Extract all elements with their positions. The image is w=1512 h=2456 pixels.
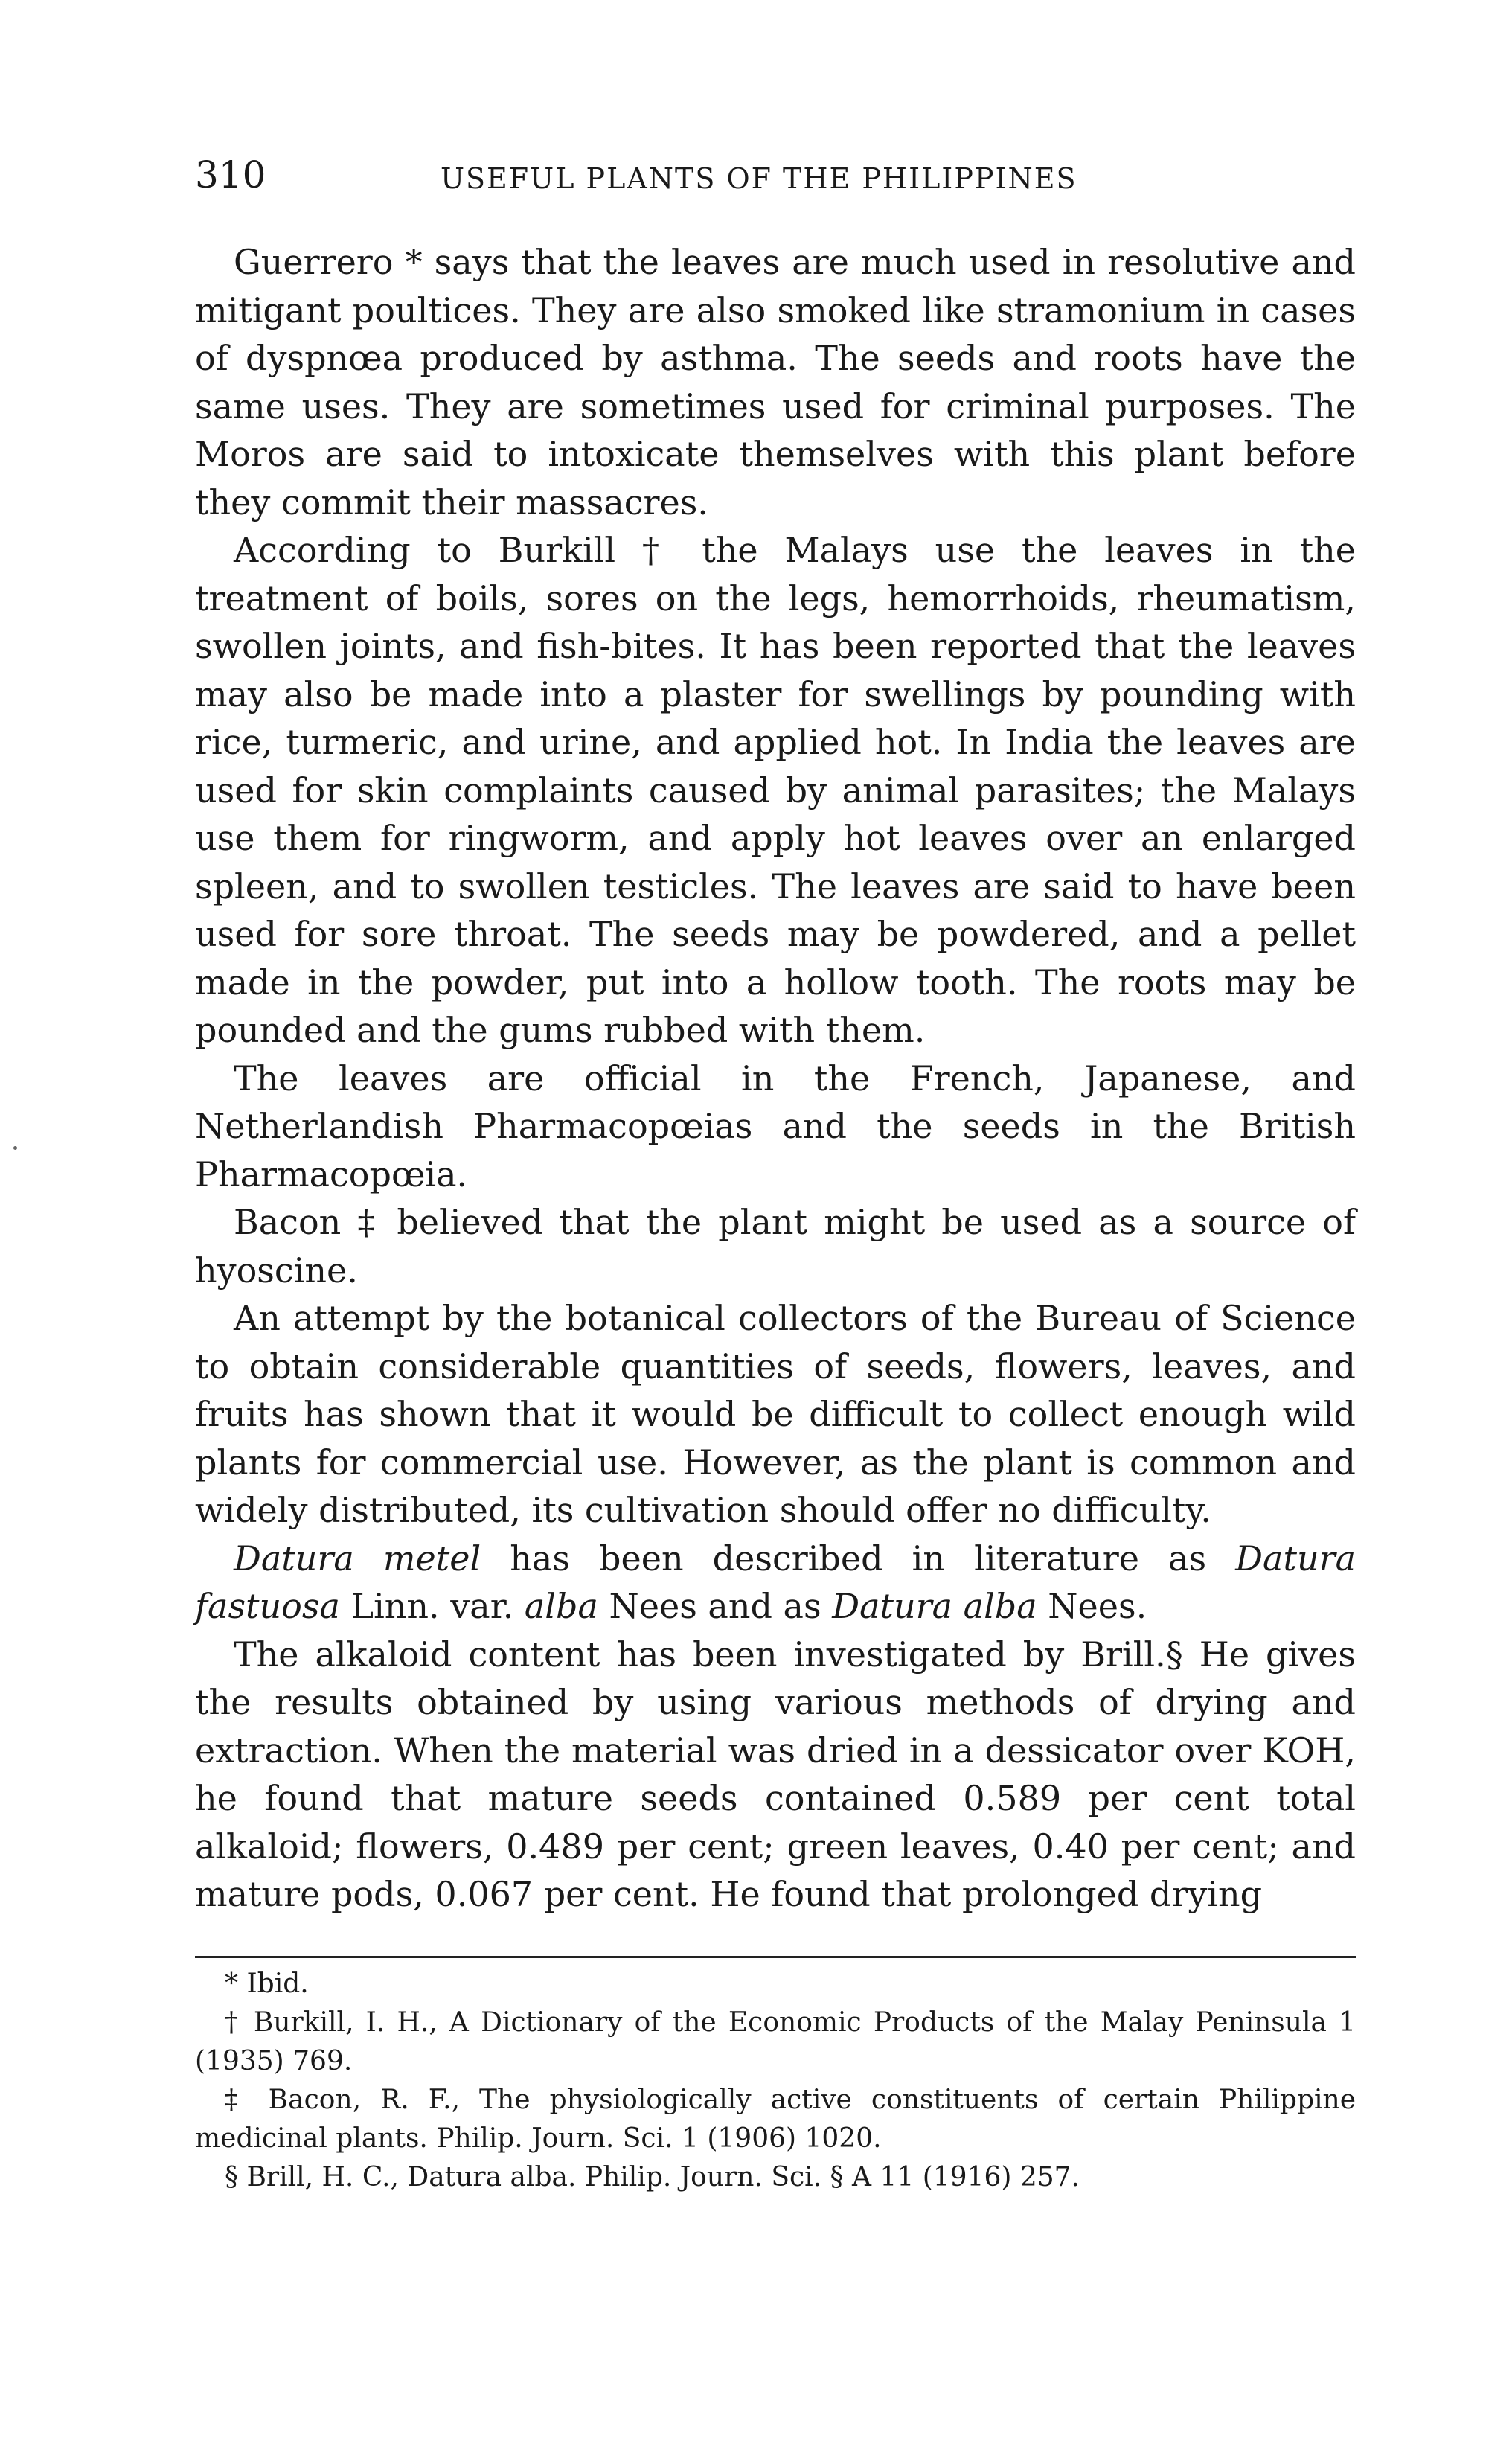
- footnote-bacon: ‡ Bacon, R. F., The physiologically active constituents of certain Philippine medicinal plants. Philip. Journ. Sci. 1 (1906) 1020.: [195, 2085, 1356, 2154]
- footnote-burkill: † Burkill, I. H., A Dictionary of the Economic Products of the Malay Peninsula 1 (1935) 769.: [195, 2007, 1356, 2076]
- italic-datura-metel: Datura metel: [234, 1538, 481, 1579]
- running-title: USEFUL PLANTS OF THE PHILIPPINES: [441, 162, 1077, 195]
- footnote-ibid: * Ibid.: [225, 1969, 309, 1999]
- footnote-brill: § Brill, H. C., Datura alba. Philip. Journ. Sci. § A 11 (1916) 257.: [225, 2162, 1080, 2193]
- paragraph-pharmacopoeias: The leaves are official in the French, Japanese, and Netherlandish Pharmacopœias and the seeds in the British Pharmacopœia.: [195, 1058, 1356, 1195]
- page-number: 310: [195, 153, 266, 196]
- italic-datura-fastuosa: Datura fastuosa: [195, 1538, 1356, 1626]
- paragraph-alkaloid-content: The alkaloid content has been investigated by Brill.§ He gives the results obtained by using various methods of drying and extraction. When the material was dried in a dessicator over KOH, he found that mature seeds contained 0.589 per cent total alkaloid; flowers, 0.489 per cent; green leaves, 0.40 per cent; and mature pods, 0.067 per cent. He found that prolonged drying: [195, 1634, 1356, 1914]
- text-segment: Nees and as: [598, 1586, 833, 1626]
- paragraph-burkill: According to Burkill † the Malays use the leaves in the treatment of boils, sores on the legs, hemorrhoids, rheumatism, swollen joints, and fish-bites. It has been reported that the leaves may also be made into a plaster for swellings by pounding with rice, turmeric, and urine, and applied hot. In India the leaves are used for skin complaints caused by animal parasites; the Malays use them for ringworm, and apply hot leaves over an enlarged spleen, and to swollen testicles. The leaves are said to have been used for sore throat. The seeds may be powdered, and a pellet made in the powder, put into a hollow tooth. The roots may be pounded and the gums rubbed with them.: [195, 530, 1356, 1050]
- text-segment: has been described in literature as: [481, 1538, 1236, 1579]
- footnotes: [195, 1965, 1356, 2197]
- text-segment: Nees.: [1037, 1586, 1147, 1626]
- paragraph-bacon: Bacon ‡ believed that the plant might be used as a source of hyoscine.: [195, 1202, 1356, 1291]
- scan-speck: [13, 1146, 17, 1150]
- italic-datura-alba: Datura alba: [832, 1586, 1037, 1626]
- page-header: [195, 153, 1356, 205]
- body-text: [195, 238, 1356, 1919]
- text-segment: Linn. var.: [339, 1586, 525, 1626]
- italic-alba: alba: [524, 1586, 598, 1626]
- paragraph-bureau-of-science: An attempt by the botanical collectors of the Bureau of Science to obtain considerable quantities of seeds, flowers, leaves, and fruits has shown that it would be difficult to collect enough wild plants for commercial use. However, as the plant is common and widely distributed, its cultivation should offer no difficulty.: [195, 1298, 1356, 1530]
- paragraph-guerrero: Guerrero * says that the leaves are much used in resolutive and mitigant poultices. They are also smoked like stramonium in cases of dyspnœa produced by asthma. The seeds and roots have the same uses. They are sometimes used for criminal purposes. The Moros are said to intoxicate themselves with this plant before they commit their massacres.: [195, 242, 1356, 522]
- footnote-rule: [195, 1956, 1356, 1958]
- paragraph-datura-names: [195, 1535, 1356, 1631]
